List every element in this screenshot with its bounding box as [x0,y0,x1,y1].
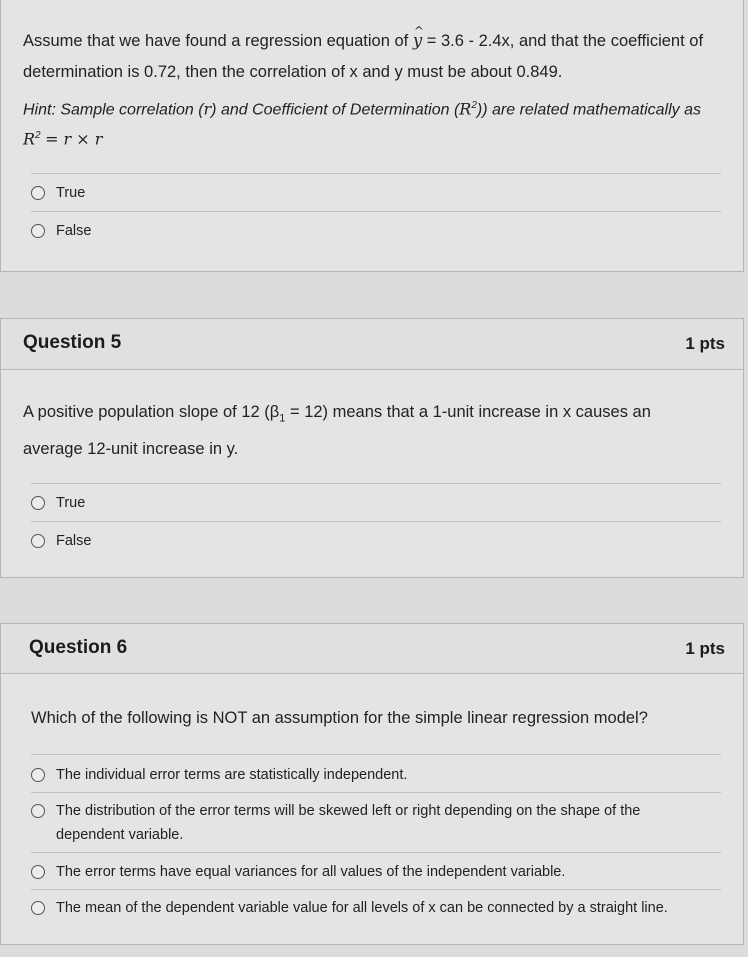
divider [31,889,721,890]
question-6-text: Which of the following is NOT an assumption for the simple linear regression model? [31,709,648,727]
radio-icon[interactable] [31,804,45,818]
regression-equation: ^ y [413,25,422,56]
hint-formula-sup: 2 [35,130,41,142]
question-6-title: Question 6 [29,637,128,658]
divider [31,792,721,793]
question-5-points: 1 pts [685,334,725,353]
question-4-text-b: and that the coefficient of [518,32,704,50]
q5-text-line2: average 12-unit increase in y. [23,440,239,459]
q6-option-4[interactable] [31,896,668,920]
question-5-card [0,318,744,578]
q4-option-true[interactable] [31,181,85,205]
question-4-card [0,0,744,272]
hint-formula: R [23,129,36,149]
question-6-header [1,624,743,674]
hint-sup: 2 [471,100,477,111]
hint-formula-rest: = r × r [45,129,103,149]
question-6-points: 1 pts [685,639,725,658]
radio-icon[interactable] [31,224,45,238]
option-label: The mean of the dependent variable value for all levels of x can be connected by a straight line. [56,900,668,916]
radio-icon[interactable] [31,534,45,548]
divider [31,852,721,853]
divider [31,754,721,755]
radio-icon[interactable] [31,901,45,915]
option-label: True [56,495,86,511]
hint-R2: R [459,99,472,119]
hint-c: ) are related mathematically as [482,101,701,119]
q4-option-false[interactable] [31,219,91,243]
option-label: True [56,185,86,201]
option-label: The individual error terms are statistically independent. [56,767,408,783]
divider [31,521,721,522]
divider [31,211,721,212]
q5-option-false[interactable] [31,529,91,553]
q6-option-3[interactable] [31,860,565,884]
q5-text-b: = 12) means that a 1-unit increase in x causes an [289,403,651,421]
question-6-card [0,623,744,945]
option-label: The error terms have equal variances for all values of the independent variable. [56,864,566,880]
option-label-line1: The distribution of the error terms will be skewed left or right depending on the shape of the [56,803,641,819]
q5-option-true[interactable] [31,491,85,515]
q5-sub: 1 [279,412,286,425]
hint-a: Hint: Sample correlation ( [23,101,204,119]
question-5-header [1,319,743,370]
divider [31,173,721,174]
question-5-text [23,397,723,465]
option-label-line2: dependent variable. [56,827,184,843]
q5-text-a: A positive population slope of 12 (β [23,403,280,421]
question-4-text-a: Assume that we have found a regression equation of [23,32,409,50]
divider [31,483,721,484]
radio-icon[interactable] [31,496,45,510]
equation-rest: = 3.6 - 2.4x, [422,32,515,50]
question-5-title: Question 5 [23,332,122,353]
hint-b: ) and Coefficient of Determination ( [211,101,460,119]
option-label: False [56,223,92,239]
option-label [56,799,640,847]
radio-icon[interactable] [31,865,45,879]
radio-icon[interactable] [31,768,45,782]
q6-option-1[interactable] [31,763,407,787]
question-4-text-line2: determination is 0.72, then the correlation of x and y must be about 0.849. [23,63,563,81]
hint-text: Hint: Sample correlation (r) and Coefficient of Determination $(R^2)$) are related mathematically as $R^2 = r \times r$ [23,99,701,149]
option-label: False [56,533,92,549]
hint-r: r [203,99,212,119]
q6-option-2[interactable] [31,799,640,847]
question-4-text [23,25,733,88]
radio-icon[interactable] [31,186,45,200]
